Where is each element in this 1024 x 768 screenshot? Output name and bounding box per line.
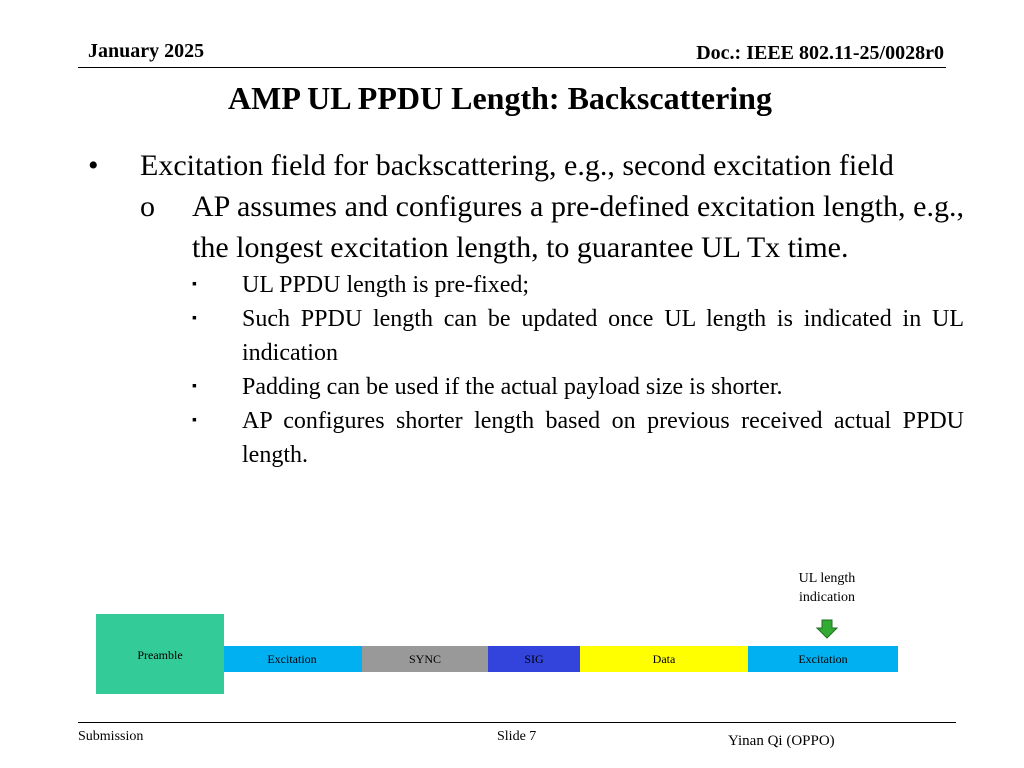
- bullet-text: Such PPDU length can be updated once UL length is indicated in UL indication: [242, 306, 964, 366]
- field-sig: [488, 646, 580, 672]
- footer-divider: [78, 722, 956, 723]
- header-divider: [78, 67, 946, 68]
- bullet-text: AP configures shorter length based on previous received actual PPDU length.: [242, 408, 964, 468]
- bullet-level1: [88, 145, 964, 186]
- field-label: Preamble: [137, 648, 183, 662]
- bullet-marker: ▪: [192, 311, 197, 326]
- bullet-level3: [192, 268, 964, 302]
- bullet-text: UL PPDU length is pre-fixed;: [242, 272, 530, 298]
- field-label: Excitation: [267, 651, 317, 666]
- header-date: January 2025: [88, 40, 205, 62]
- ul-length-indication-label: UL length indication: [798, 571, 856, 605]
- footer-slide-number: Slide 7: [497, 729, 537, 744]
- bullet-marker: o: [140, 190, 155, 223]
- bullet-marker: •: [88, 149, 99, 182]
- footer-submission: Submission: [78, 729, 144, 744]
- down-arrow-icon: [816, 619, 838, 639]
- slide-title: AMP UL PPDU Length: Backscattering: [228, 80, 772, 116]
- slide-body: [88, 145, 964, 472]
- down-arrow-shape: [817, 620, 837, 638]
- bullet-marker: ▪: [192, 379, 197, 394]
- bullet-text: Padding can be used if the actual payload size is shorter.: [242, 374, 783, 400]
- field-preamble: [96, 614, 224, 694]
- field-data: [580, 646, 748, 672]
- field-excitation-1: [222, 646, 362, 672]
- field-label: Excitation: [798, 651, 848, 666]
- bullet-level3: [192, 370, 964, 404]
- field-label: Data: [652, 651, 676, 666]
- bullet-level3: [192, 404, 964, 472]
- header-doc-id: Doc.: IEEE 802.11-25/0028r0: [696, 42, 944, 64]
- field-label: SYNC: [408, 651, 441, 666]
- footer-author: Yinan Qi (OPPO): [728, 733, 835, 749]
- bullet-marker: ▪: [192, 277, 197, 292]
- field-label: SIG: [524, 651, 544, 666]
- bullet-text: Excitation field for backscattering, e.g., second excitation field: [140, 149, 894, 182]
- bullet-text: AP assumes and configures a pre-defined excitation length, e.g., the longest excitation length, to guarantee UL Tx time.: [192, 190, 964, 264]
- bullet-level2: [140, 186, 964, 268]
- field-sync: [362, 646, 488, 672]
- bullet-marker: ▪: [192, 413, 197, 428]
- bullet-level3: [192, 302, 964, 370]
- field-excitation-2: [748, 646, 898, 672]
